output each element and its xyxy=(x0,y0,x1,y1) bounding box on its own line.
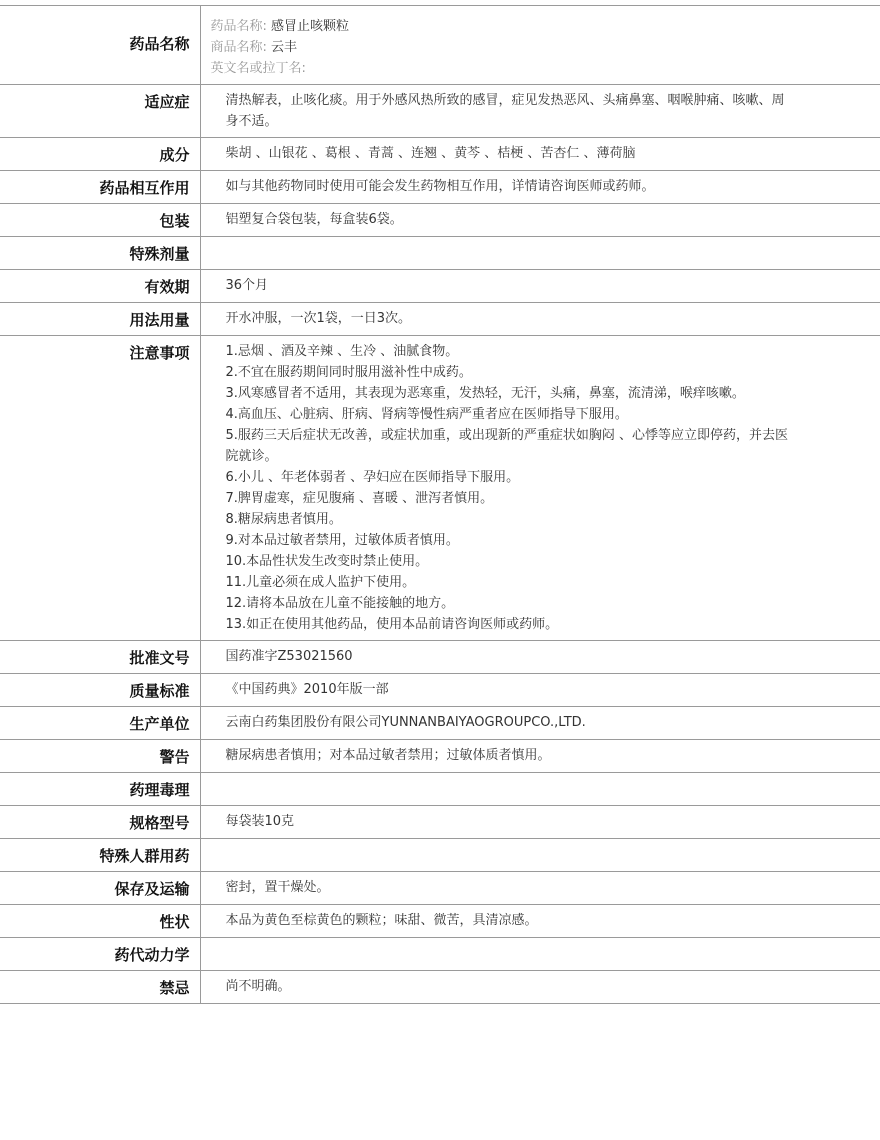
precaution-item: 13.如正在使用其他药品，使用本品前请咨询医师或药师。 xyxy=(225,617,559,632)
precaution-item: 7.脾胃虚寒，症见腹痛 、喜暖 、泄泻者慎用。 xyxy=(225,491,494,506)
precaution-item: 1.忌烟 、酒及辛辣 、生冷 、油腻食物。 xyxy=(225,344,459,359)
precautions-label: 注意事项 xyxy=(0,336,200,641)
manufacturer-value: 云南白药集团股份有限公司YUNNANBAIYAOGROUPCO.,LTD. xyxy=(200,707,880,740)
row-pharmacology xyxy=(0,773,880,806)
shelf-life-label: 有效期 xyxy=(0,270,200,303)
quality-standard-label: 质量标准 xyxy=(0,674,200,707)
precautions-value xyxy=(200,336,880,641)
pharmacokinetics-text xyxy=(226,943,791,964)
latin-name-key: 英文名或拉丁名: xyxy=(210,61,306,76)
row-drug-name xyxy=(0,6,880,85)
interactions-value: 如与其他药物同时使用可能会发生药物相互作用，详情请咨询医师或药师。 xyxy=(200,171,880,204)
row-packaging xyxy=(0,204,880,237)
indications-value: 清热解表，止咳化痰。用于外感风热所致的感冒，症见发热恶风、头痛鼻塞、咽喉肿痛、咳嗽、周身不适。 xyxy=(200,85,880,138)
indications-label: 适应症 xyxy=(0,85,200,138)
usage-value: 开水冲服，一次1袋，一日3次。 xyxy=(200,303,880,336)
row-indications xyxy=(0,85,880,138)
special-dosage-label: 特殊剂量 xyxy=(0,237,200,270)
row-usage xyxy=(0,303,880,336)
pharmacokinetics-label: 药代动力学 xyxy=(0,938,200,971)
row-specification xyxy=(0,806,880,839)
row-interactions xyxy=(0,171,880,204)
special-dosage-value xyxy=(200,237,880,270)
special-population-text xyxy=(226,844,791,865)
generic-name-line xyxy=(211,16,791,37)
pharmacology-value xyxy=(200,773,880,806)
generic-name-value: 感冒止咳颗粒 xyxy=(271,19,350,34)
quality-standard-value: 《中国药典》2010年版一部 xyxy=(200,674,880,707)
approval-number-value: 国药准字Z53021560 xyxy=(200,641,880,674)
drug-spec-table xyxy=(0,5,880,1004)
packaging-value: 铝塑复合袋包装，每盒装6袋。 xyxy=(200,204,880,237)
row-ingredients xyxy=(0,138,880,171)
manufacturer-label: 生产单位 xyxy=(0,707,200,740)
warning-label: 警告 xyxy=(0,740,200,773)
precautions-list xyxy=(226,341,791,635)
generic-name-key: 药品名称: xyxy=(210,19,267,34)
row-quality-standard xyxy=(0,674,880,707)
pharmacology-label: 药理毒理 xyxy=(0,773,200,806)
shelf-life-value: 36个月 xyxy=(200,270,880,303)
row-approval-number xyxy=(0,641,880,674)
interactions-label: 药品相互作用 xyxy=(0,171,200,204)
row-special-population xyxy=(0,839,880,872)
trade-name-value: 云丰 xyxy=(271,40,298,55)
precaution-item: 9.对本品过敏者禁用，过敏体质者慎用。 xyxy=(225,533,459,548)
ingredients-value: 柴胡 、山银花 、葛根 、青蒿 、连翘 、黄芩 、桔梗 、苦杏仁 、薄荷脑 xyxy=(200,138,880,171)
row-manufacturer xyxy=(0,707,880,740)
storage-value: 密封，置干燥处。 xyxy=(200,872,880,905)
row-properties xyxy=(0,905,880,938)
precaution-item: 6.小儿 、年老体弱者 、孕妇应在医师指导下服用。 xyxy=(225,470,520,485)
row-special-dosage xyxy=(0,237,880,270)
storage-label: 保存及运输 xyxy=(0,872,200,905)
row-contraindications xyxy=(0,971,880,1004)
properties-label: 性状 xyxy=(0,905,200,938)
precaution-item: 2.不宜在服药期间同时服用滋补性中成药。 xyxy=(225,365,472,380)
trade-name-key: 商品名称: xyxy=(210,40,267,55)
precaution-item: 8.糖尿病患者慎用。 xyxy=(225,512,342,527)
precaution-item: 11.儿童必须在成人监护下使用。 xyxy=(225,575,416,590)
drug-name-label: 药品名称 xyxy=(0,6,200,85)
special-population-value xyxy=(200,839,880,872)
special-population-label: 特殊人群用药 xyxy=(0,839,200,872)
latin-name-line xyxy=(211,58,791,79)
precaution-item: 3.风寒感冒者不适用，其表现为恶寒重，发热轻，无汗，头痛，鼻塞，流清涕，喉痒咳嗽。 xyxy=(225,386,745,401)
precaution-item: 5.服药三天后症状无改善，或症状加重，或出现新的严重症状如胸闷 、心悸等应立即停药，并去医院就诊。 xyxy=(225,428,789,464)
pharmacokinetics-value xyxy=(200,938,880,971)
properties-value: 本品为黄色至棕黄色的颗粒；味甜、微苦，具清凉感。 xyxy=(200,905,880,938)
precaution-item: 4.高血压、心脏病、肝病、肾病等慢性病严重者应在医师指导下服用。 xyxy=(225,407,628,422)
special-dosage-text xyxy=(226,242,791,263)
row-shelf-life xyxy=(0,270,880,303)
usage-label: 用法用量 xyxy=(0,303,200,336)
drug-name-value xyxy=(200,6,880,85)
row-precautions xyxy=(0,336,880,641)
contraindications-value: 尚不明确。 xyxy=(200,971,880,1004)
pharmacology-text xyxy=(226,778,791,799)
precaution-item: 12.请将本品放在儿童不能接触的地方。 xyxy=(225,596,455,611)
specification-label: 规格型号 xyxy=(0,806,200,839)
trade-name-line xyxy=(211,37,791,58)
row-warning xyxy=(0,740,880,773)
packaging-label: 包装 xyxy=(0,204,200,237)
warning-value: 糖尿病患者慎用；对本品过敏者禁用；过敏体质者慎用。 xyxy=(200,740,880,773)
precaution-item: 10.本品性状发生改变时禁止使用。 xyxy=(225,554,429,569)
ingredients-label: 成分 xyxy=(0,138,200,171)
row-storage xyxy=(0,872,880,905)
row-pharmacokinetics xyxy=(0,938,880,971)
contraindications-label: 禁忌 xyxy=(0,971,200,1004)
specification-value: 每袋装10克 xyxy=(200,806,880,839)
approval-number-label: 批准文号 xyxy=(0,641,200,674)
